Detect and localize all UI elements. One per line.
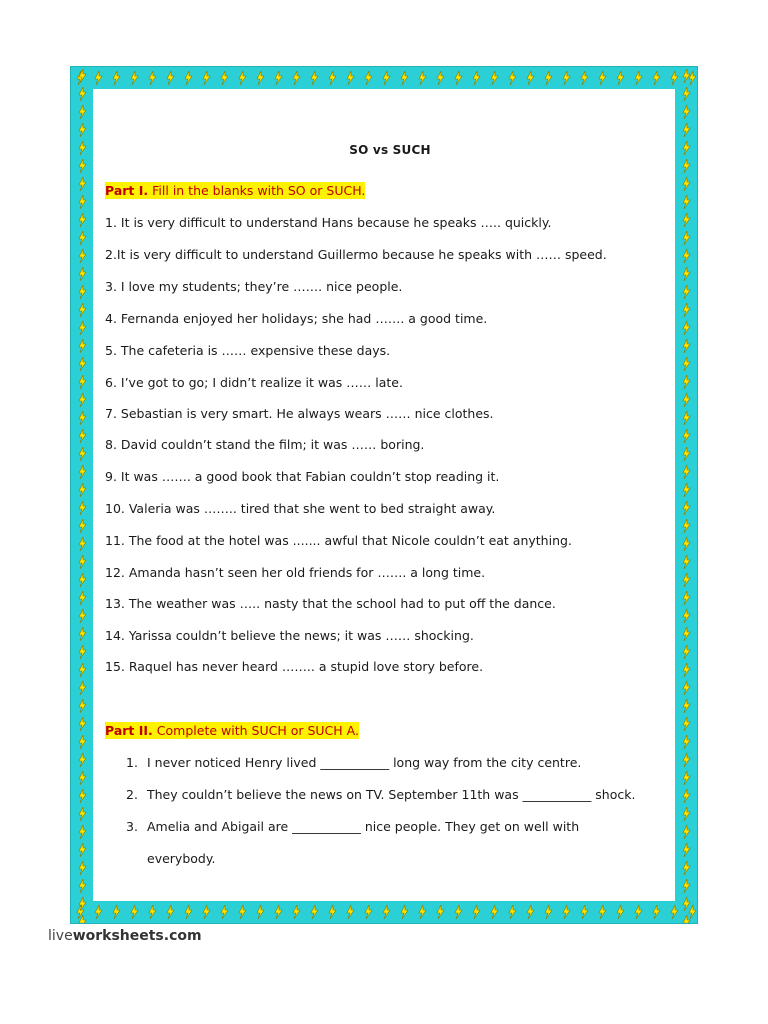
lightning-bolt-icon [167,71,174,85]
lightning-bolt-icon [239,905,246,919]
lightning-bolt-icon [473,71,480,85]
lightning-bolt-icon [79,213,86,227]
lightning-bolt-icon [563,905,570,919]
part2-instruction: Complete with SUCH or SUCH A. [156,723,359,738]
lightning-bolt-icon [221,905,228,919]
lightning-bolt-icon [683,177,690,191]
lightning-bolt-icon [683,195,690,209]
part2-item-text: Amelia and Abigail are ___________ nice people. They get on well with [147,819,580,834]
lightning-bolt-icon [563,71,570,85]
lightning-bolt-icon [683,213,690,227]
part2-item-number: 3. [126,819,138,834]
lightning-bolt-icon [683,465,690,479]
lightning-bolt-icon [365,71,372,85]
part1-question: 12. Amanda hasn’t seen her old friends for ……. a long time. [105,565,486,580]
lightning-bolt-icon [329,71,336,85]
lightning-bolt-icon [221,71,228,85]
watermark-bold: worksheets.com [72,928,202,944]
lightning-bolt-icon [79,915,86,923]
lightning-bolt-icon [79,609,86,623]
lightning-bolt-icon [131,71,138,85]
lightning-bolt-icon [275,71,282,85]
lightning-bolt-icon [79,519,86,533]
part1-instruction: Fill in the blanks with SO or SUCH. [152,183,366,198]
part2-item-continuation: everybody. [147,851,216,866]
lightning-bolt-icon [79,465,86,479]
lightning-bolt-icon [401,905,408,919]
lightning-bolt-icon [599,905,606,919]
lightning-bolt-icon [683,843,690,857]
lightning-bolt-icon [79,285,86,299]
part2-item [126,819,579,834]
lightning-bolt-icon [581,71,588,85]
lightning-bolt-icon [455,71,462,85]
lightning-bolt-icon [491,71,498,85]
lightning-bolt-icon [683,393,690,407]
part2-item [126,787,635,802]
lightning-bolt-icon [79,663,86,677]
lightning-bolt-icon [79,753,86,767]
lightning-bolt-icon [79,411,86,425]
lightning-bolt-icon [683,663,690,677]
lightning-bolt-icon [683,339,690,353]
lightning-bolt-icon [79,699,86,713]
lightning-bolt-icon [683,303,690,317]
lightning-bolt-icon [149,905,156,919]
lightning-bolt-icon [581,905,588,919]
lightning-bolt-icon [683,537,690,551]
lightning-bolt-icon [79,357,86,371]
lightning-bolt-icon [239,71,246,85]
lightning-bolt-icon [79,483,86,497]
lightning-bolt-icon [79,717,86,731]
part1-question: 7. Sebastian is very smart. He always wears …… nice clothes. [105,406,494,421]
part1-highlight [105,182,365,199]
lightning-bolt-icon [79,537,86,551]
lightning-bolt-icon [545,905,552,919]
part1-question: 6. I’ve got to go; I didn’t realize it was …… late. [105,375,403,390]
lightning-bolt-icon [683,501,690,515]
lightning-bolt-icon [79,501,86,515]
lightning-bolt-icon [683,699,690,713]
lightning-bolt-icon [683,87,690,101]
lightning-bolt-icon [79,429,86,443]
lightning-bolt-icon [683,411,690,425]
lightning-bolt-icon [617,71,624,85]
lightning-bolt-icon [79,627,86,641]
lightning-bolt-icon [275,905,282,919]
lightning-bolt-icon [79,195,86,209]
lightning-bolt-icon [683,375,690,389]
lightning-bolt-icon [527,905,534,919]
lightning-bolt-icon [79,141,86,155]
lightning-bolt-icon [599,71,606,85]
lightning-bolt-icon [683,879,690,893]
lightning-bolt-icon [545,71,552,85]
lightning-bolt-icon [79,573,86,587]
lightning-bolt-icon [293,905,300,919]
lightning-bolt-icon [683,519,690,533]
lightning-bolt-icon [419,905,426,919]
watermark-light: live [48,928,73,944]
lightning-bolt-icon [95,905,102,919]
lightning-bolt-icon [257,71,264,85]
lightning-bolt-icon [683,915,690,923]
lightning-bolt-icon [79,321,86,335]
lightning-bolt-icon [79,555,86,569]
lightning-bolt-icon [617,905,624,919]
worksheet-title: SO vs SUCH [349,143,431,157]
lightning-bolt-icon [311,71,318,85]
part1-question: 9. It was ……. a good book that Fabian couldn’t stop reading it. [105,469,500,484]
lightning-bolt-icon [683,789,690,803]
lightning-bolt-icon [683,123,690,137]
lightning-bolt-icon [79,375,86,389]
lightning-bolt-icon [79,339,86,353]
lightning-bolt-icon [79,105,86,119]
lightning-bolt-icon [383,71,390,85]
lightning-bolt-icon [401,71,408,85]
lightning-bolt-icon [683,447,690,461]
lightning-bolt-icon [683,807,690,821]
lightning-bolt-icon [419,71,426,85]
lightning-bolt-icon [527,71,534,85]
part1-question: 15. Raquel has never heard …….. a stupid love story before. [105,659,484,674]
lightning-bolt-icon [683,735,690,749]
bolt-border-right [675,67,697,923]
part1-label: Part I. [105,183,149,198]
part1-question: 5. The cafeteria is …… expensive these days. [105,343,391,358]
lightning-bolt-icon [653,905,660,919]
part1-question: 2.It is very difficult to understand Guillermo because he speaks with …… speed. [105,247,607,262]
lightning-bolt-icon [683,897,690,911]
lightning-bolt-icon [683,627,690,641]
lightning-bolt-icon [149,71,156,85]
lightning-bolt-icon [79,771,86,785]
lightning-bolt-icon [491,905,498,919]
lightning-bolt-icon [365,905,372,919]
lightning-bolt-icon [113,905,120,919]
lightning-bolt-icon [79,69,86,83]
part2-item-number: 1. [126,755,138,770]
lightning-bolt-icon [79,681,86,695]
lightning-bolt-icon [683,357,690,371]
lightning-bolt-icon [95,71,102,85]
lightning-bolt-icon [79,393,86,407]
lightning-bolt-icon [473,905,480,919]
lightning-bolt-icon [683,645,690,659]
lightning-bolt-icon [293,71,300,85]
lightning-bolt-icon [683,753,690,767]
lightning-bolt-icon [79,303,86,317]
lightning-bolt-icon [79,267,86,281]
lightning-bolt-icon [347,71,354,85]
lightning-bolt-icon [437,71,444,85]
lightning-bolt-icon [683,825,690,839]
lightning-bolt-icon [203,905,210,919]
part1-question: 8. David couldn’t stand the film; it was …… boring. [105,437,425,452]
lightning-bolt-icon [79,789,86,803]
lightning-bolt-icon [683,609,690,623]
decorative-border [70,66,698,924]
lightning-bolt-icon [79,591,86,605]
lightning-bolt-icon [311,905,318,919]
lightning-bolt-icon [683,105,690,119]
lightning-bolt-icon [203,71,210,85]
lightning-bolt-icon [79,861,86,875]
part1-question: 10. Valeria was …….. tired that she went to bed straight away. [105,501,496,516]
lightning-bolt-icon [79,825,86,839]
lightning-bolt-icon [257,905,264,919]
lightning-bolt-icon [683,591,690,605]
lightning-bolt-icon [79,87,86,101]
liveworksheets-watermark [48,928,202,944]
lightning-bolt-icon [683,483,690,497]
bolt-border-top [71,67,697,89]
part1-question: 4. Fernanda enjoyed her holidays; she had ……. a good time. [105,311,488,326]
lightning-bolt-icon [683,231,690,245]
lightning-bolt-icon [79,249,86,263]
lightning-bolt-icon [509,905,516,919]
lightning-bolt-icon [437,905,444,919]
part2-label: Part II. [105,723,153,738]
lightning-bolt-icon [79,447,86,461]
lightning-bolt-icon [79,177,86,191]
part1-question: 14. Yarissa couldn’t believe the news; it was …… shocking. [105,628,474,643]
lightning-bolt-icon [683,555,690,569]
lightning-bolt-icon [683,159,690,173]
lightning-bolt-icon [79,843,86,857]
part2-item-text: They couldn’t believe the news on TV. September 11th was ___________ shock. [147,787,636,802]
lightning-bolt-icon [653,71,660,85]
part2-heading [105,723,359,738]
lightning-bolt-icon [683,69,690,83]
lightning-bolt-icon [185,905,192,919]
part2-item-number: 2. [126,787,138,802]
lightning-bolt-icon [347,905,354,919]
lightning-bolt-icon [79,807,86,821]
lightning-bolt-icon [683,861,690,875]
lightning-bolt-icon [79,123,86,137]
lightning-bolt-icon [79,159,86,173]
part1-question: 1. It is very difficult to understand Hans because he speaks ….. quickly. [105,215,552,230]
lightning-bolt-icon [683,681,690,695]
lightning-bolt-icon [683,321,690,335]
lightning-bolt-icon [79,735,86,749]
lightning-bolt-icon [79,645,86,659]
lightning-bolt-icon [329,905,336,919]
worksheet-page [93,89,675,901]
part1-heading [105,183,365,198]
part2-highlight [105,722,359,739]
lightning-bolt-icon [131,905,138,919]
lightning-bolt-icon [509,71,516,85]
bolt-border-left [71,67,93,923]
bolt-border-bottom [71,901,697,923]
lightning-bolt-icon [683,771,690,785]
lightning-bolt-icon [79,879,86,893]
lightning-bolt-icon [683,285,690,299]
lightning-bolt-icon [185,71,192,85]
part2-item-text: I never noticed Henry lived ___________ long way from the city centre. [147,755,582,770]
lightning-bolt-icon [167,905,174,919]
lightning-bolt-icon [113,71,120,85]
lightning-bolt-icon [683,249,690,263]
part1-question: 13. The weather was ….. nasty that the school had to put off the dance. [105,596,556,611]
part1-question: 3. I love my students; they’re ……. nice people. [105,279,403,294]
lightning-bolt-icon [79,897,86,911]
lightning-bolt-icon [635,905,642,919]
lightning-bolt-icon [383,905,390,919]
lightning-bolt-icon [683,267,690,281]
lightning-bolt-icon [683,573,690,587]
lightning-bolt-icon [455,905,462,919]
lightning-bolt-icon [79,231,86,245]
lightning-bolt-icon [683,717,690,731]
lightning-bolt-icon [683,429,690,443]
part1-question: 11. The food at the hotel was ....... awful that Nicole couldn’t eat anything. [105,533,572,548]
lightning-bolt-icon [635,71,642,85]
part2-item [126,755,581,770]
lightning-bolt-icon [683,141,690,155]
